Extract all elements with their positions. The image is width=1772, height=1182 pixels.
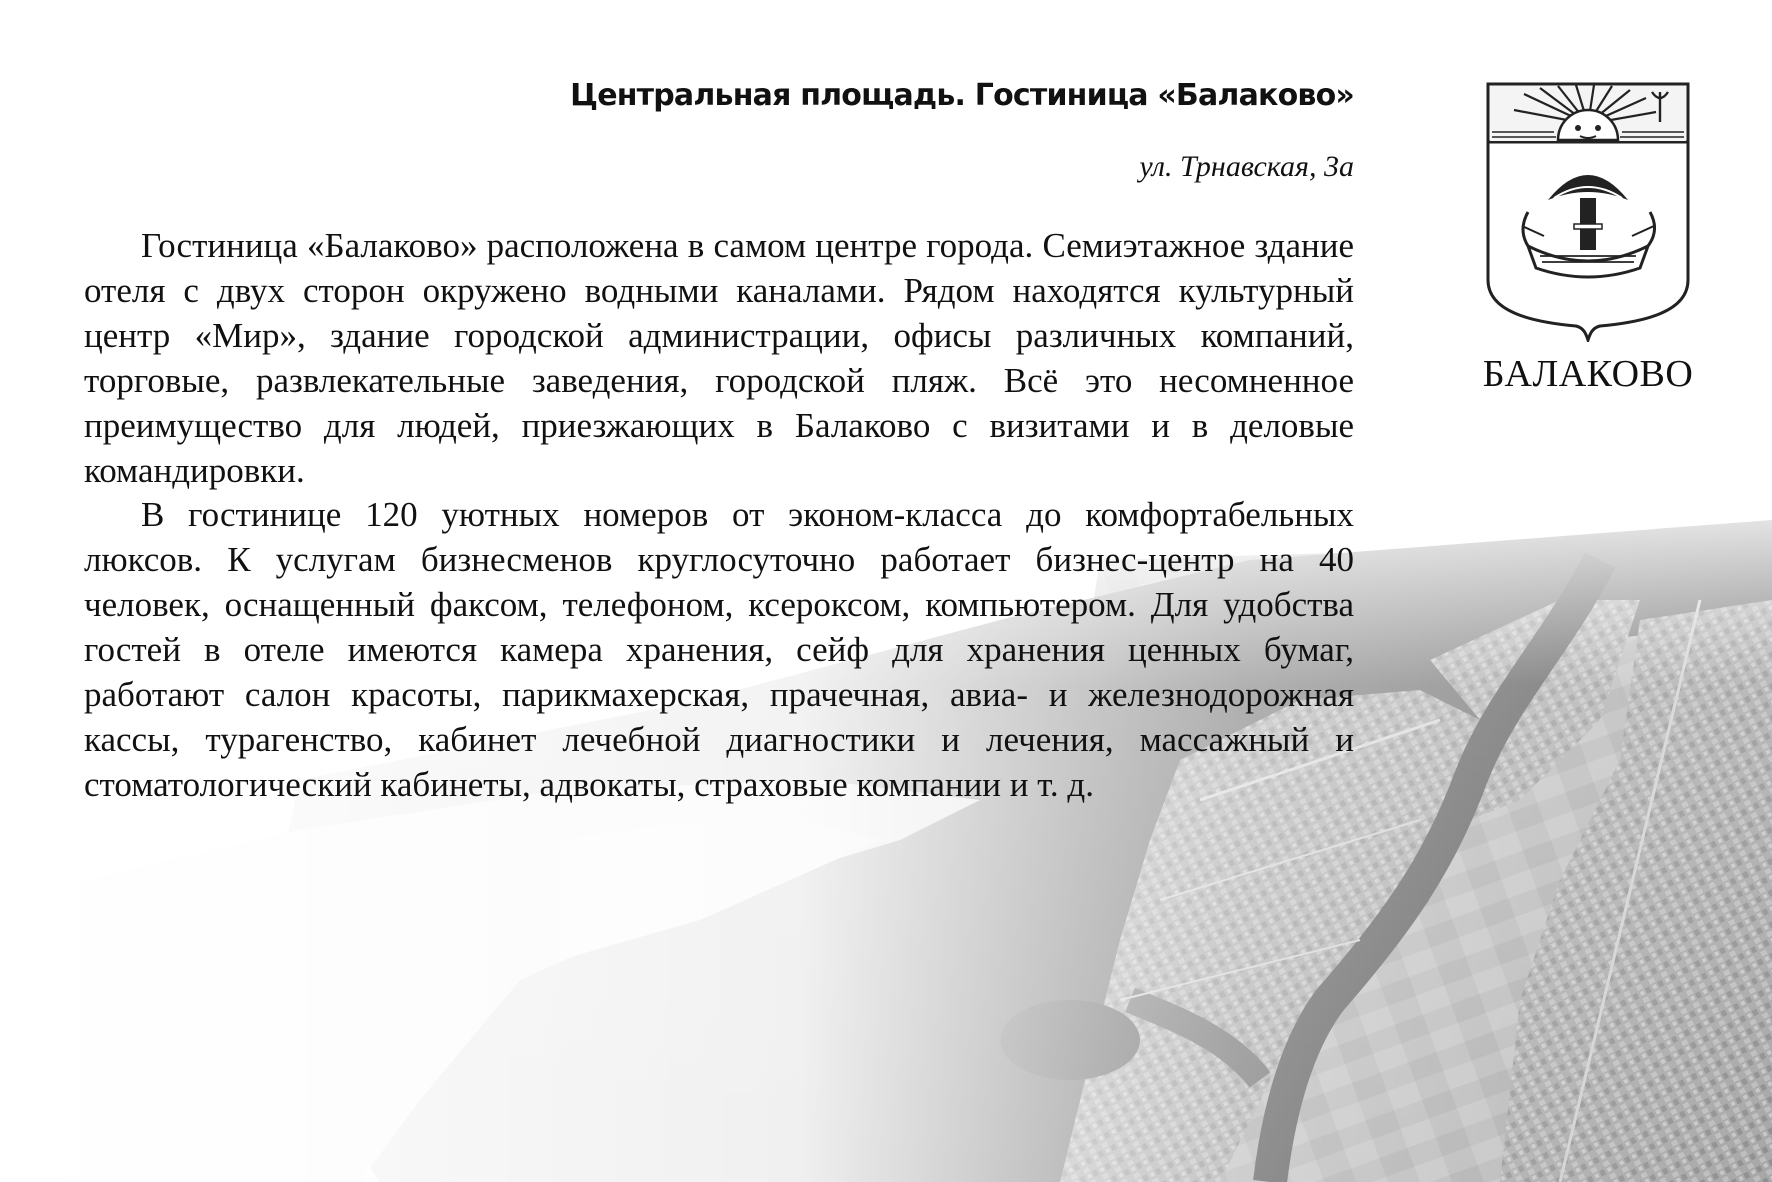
paragraph: Гостиница «Балаково» расположена в самом центре города. Семиэтажное здание отеля с двух сторон окружено водными каналами. Рядом находятся культурный центр «Мир», здание городской администрации, офисы различных компаний, торговые, развлекательные заведения, городской пляж. Всё это несомненное преимущество для людей, приезжающих в Балаково с визитами и в деловые командировки. <box>84 226 1354 490</box>
city-name: БАЛАКОВО <box>1482 353 1694 395</box>
coat-of-arms-icon <box>1484 80 1692 342</box>
page-title: Центральная площадь. Гостиница «Балаково» <box>570 78 1354 113</box>
address: ул. Трнавская, 3а <box>1139 150 1354 183</box>
paragraph: В гостинице 120 уютных номеров от эконом-класса до комфортабельных люксов. К услугам бизнесменов круглосуточно работает бизнес-центр на 40 человек, оснащенный факсом, телефоном, ксероксом, компьютером. Для удобства гостей в отеле имеются камера хранения, сейф для хранения ценных бумаг, работают салон красоты, парикмахерская, прачечная, авиа- и железнодорожная кассы, турагенство, кабинет лечебной диагностики и лечения, массажный и стоматологический кабинеты, адвокаты, страховые компании и т. д. <box>84 495 1354 804</box>
article-body <box>84 224 1354 808</box>
